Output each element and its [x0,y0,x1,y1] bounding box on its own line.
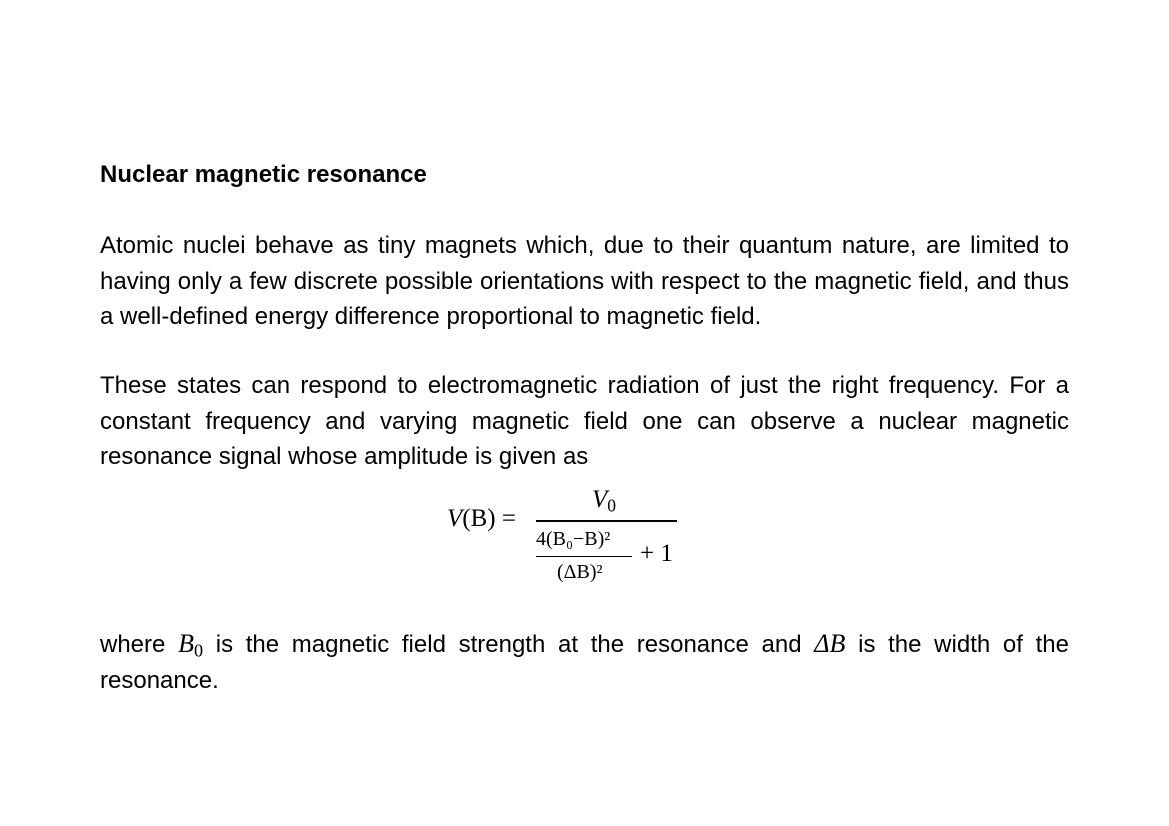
inner-fraction-bar [536,556,632,557]
page-title: Nuclear magnetic resonance [100,161,427,188]
equation-lhs: V(B) = [447,505,516,532]
numerator-v0: $V_0$ [592,486,617,516]
main-fraction-bar [536,520,677,522]
inner-denominator: (ΔB)² [557,561,603,583]
resonance-equation [447,486,687,596]
plus-one-term: + 1 [640,540,673,567]
equals-sign: = [501,505,516,532]
definition-text-c: is the width of the resonance. [100,631,1069,694]
symbol-b0: $B_0$ [178,629,204,661]
paragraph-intro: Atomic nuclei behave as tiny magnets which, due to their quantum nature, are limited to having only a few discrete possible orientations with respect to the magnetic field, and thus a well-defined energy difference proportional to magnetic field. [100,232,1069,330]
inner-numerator: 4(B₀−B)² [536,528,611,550]
definition-text-b: is the magnetic field strength at the resonance and [203,631,815,658]
symbol-delta-b: ΔB [814,629,846,658]
paragraph-definitions [100,626,1069,698]
paragraph-signal: These states can respond to electromagnetic radiation of just the right frequency. For a constant frequency and varying magnetic field one can observe a nuclear magnetic resonance signal whose amplitude is given as [100,372,1069,470]
definition-text-a: where [100,631,179,658]
